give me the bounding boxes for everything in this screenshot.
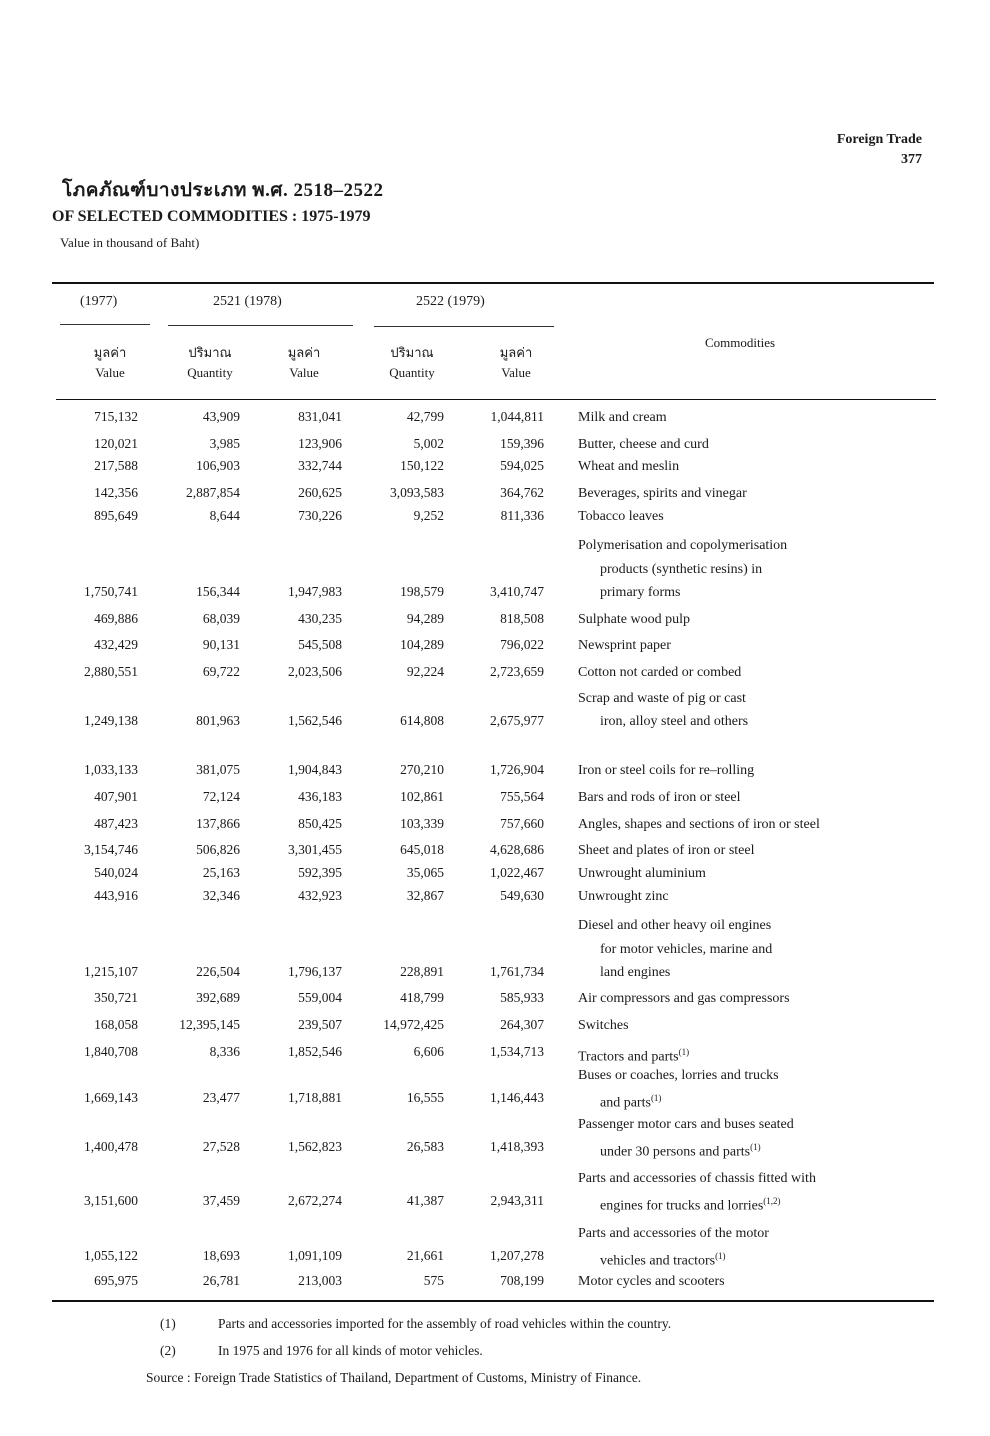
cell-quantity-1979: 104,289	[400, 637, 444, 652]
cell-value-1979: 549,630	[500, 888, 544, 903]
commodity-line: Parts and accessories of the motor	[578, 1225, 769, 1241]
cell-quantity-1979: 103,339	[400, 816, 444, 831]
cell-value-1979: 708,199	[500, 1273, 544, 1288]
commodity-description	[578, 786, 741, 810]
commodity-line: and parts$^{(1)}$	[600, 1093, 662, 1111]
cell-value-1978: 2,023,506	[288, 664, 342, 679]
commodity-line: Sulphate wood pulp	[578, 612, 690, 627]
cell-value-1978: 3,301,455	[288, 842, 342, 857]
header-bottom-rule	[56, 399, 936, 400]
year-1978-header: 2521 (1978)	[213, 294, 282, 309]
commodity-line: vehicles and tractors$^{(1)}$	[600, 1251, 726, 1269]
cell-quantity-1979: 9,252	[413, 508, 444, 523]
cell-value-1978: 260,625	[298, 485, 342, 500]
cell-quantity-1979: 92,224	[406, 664, 444, 679]
cell-quantity-1978: 18,693	[202, 1248, 240, 1263]
cell-value-1979: 2,723,659	[490, 664, 544, 679]
cell-quantity-1979: 6,606	[413, 1044, 444, 1059]
cell-quantity-1978: 156,344	[196, 584, 240, 599]
year-1977-rule	[60, 324, 150, 325]
cell-value-1979: 1,044,811	[490, 409, 544, 424]
cell-value-1979: 811,336	[500, 508, 544, 523]
col-commodities: Commodities	[705, 335, 776, 350]
cell-quantity-1979: 575	[423, 1273, 444, 1288]
cell-quantity-1978: 226,504	[196, 964, 240, 979]
cell-quantity-1979: 35,065	[406, 865, 444, 880]
cell-quantity-1978: 8,336	[209, 1044, 240, 1059]
commodity-line: Milk and cream	[578, 410, 667, 425]
cell-quantity-1978: 68,039	[202, 611, 240, 626]
cell-quantity-1979: 21,661	[406, 1248, 444, 1263]
col-value-1978: มูลค่า Value	[287, 345, 321, 380]
commodity-description	[578, 1167, 816, 1219]
cell-quantity-1979: 645,018	[400, 842, 444, 857]
cell-quantity-1979: 614,808	[400, 713, 444, 728]
cell-value-1977: 1,249,138	[84, 713, 138, 728]
title-english: OF SELECTED COMMODITIES : 1975-1979	[52, 208, 371, 225]
commodity-line: Angles, shapes and sections of iron or steel	[578, 817, 820, 832]
commodity-description	[578, 534, 787, 605]
commodity-line: Iron or steel coils for re–rolling	[578, 763, 755, 778]
cell-quantity-1978: 25,163	[202, 865, 240, 880]
cell-quantity-1978: 137,866	[196, 816, 240, 831]
commodity-line: Cotton not carded or combed	[578, 665, 742, 680]
commodity-line: Bars and rods of iron or steel	[578, 790, 741, 805]
cell-value-1979: 1,146,443	[490, 1090, 544, 1105]
cell-value-1978: 1,091,109	[288, 1248, 342, 1263]
table-bottom-rule	[52, 1300, 934, 1302]
cell-value-1979: 818,508	[500, 611, 544, 626]
commodity-line: Air compressors and gas compressors	[578, 991, 790, 1006]
cell-value-1978: 1,947,983	[288, 584, 342, 599]
cell-quantity-1978: 27,528	[202, 1139, 240, 1154]
cell-quantity-1979: 42,799	[406, 409, 444, 424]
year-1977-header: (1977)	[80, 294, 118, 309]
cell-quantity-1979: 228,891	[400, 964, 444, 979]
commodity-description	[578, 482, 747, 506]
section-title: Foreign Trade	[836, 132, 922, 147]
commodity-description	[578, 885, 669, 909]
cell-quantity-1978: 381,075	[196, 762, 240, 777]
commodity-description	[578, 1270, 725, 1294]
cell-quantity-1979: 14,972,425	[383, 1017, 444, 1032]
cell-value-1979: 1,207,278	[490, 1248, 544, 1263]
cell-value-1977: 487,423	[94, 816, 138, 831]
cell-value-1977: 715,132	[94, 409, 138, 424]
cell-value-1977: 695,975	[94, 1273, 138, 1288]
cell-value-1978: 1,562,823	[288, 1139, 342, 1154]
commodity-line: Newsprint paper	[578, 638, 671, 653]
cell-value-1979: 264,307	[500, 1017, 544, 1032]
cell-value-1978: 831,041	[298, 409, 342, 424]
cell-value-1978: 1,562,546	[288, 713, 342, 728]
commodity-description	[578, 1113, 794, 1165]
cell-quantity-1979: 150,122	[400, 458, 444, 473]
commodity-description	[578, 661, 741, 685]
commodity-line: Passenger motor cars and buses seated	[578, 1116, 794, 1132]
cell-quantity-1978: 23,477	[202, 1090, 240, 1105]
commodity-description	[578, 505, 664, 529]
cell-value-1977: 895,649	[94, 508, 138, 523]
commodity-description	[578, 433, 709, 457]
footnote-2-mark: (2)	[160, 1343, 176, 1358]
cell-value-1977: 120,021	[94, 436, 138, 451]
cell-value-1978: 332,744	[298, 458, 342, 473]
commodity-line: Diesel and other heavy oil engines	[578, 918, 772, 933]
cell-quantity-1979: 418,799	[400, 990, 444, 1005]
commodity-line: Motor cycles and scooters	[578, 1274, 725, 1289]
cell-quantity-1978: 43,909	[202, 409, 240, 424]
commodity-description	[578, 813, 820, 837]
cell-value-1977: 142,356	[94, 485, 138, 500]
cell-value-1979: 585,933	[500, 990, 544, 1005]
cell-value-1977: 432,429	[94, 637, 138, 652]
cell-value-1977: 1,840,708	[84, 1044, 138, 1059]
commodity-line: Beverages, spirits and vinegar	[578, 486, 747, 501]
cell-value-1978: 1,904,843	[288, 762, 342, 777]
cell-value-1977: 217,588	[94, 458, 138, 473]
commodity-description	[578, 455, 679, 479]
source-note: Source : Foreign Trade Statistics of Thailand, Department of Customs, Ministry of Finance.	[146, 1370, 642, 1385]
commodity-line: Butter, cheese and curd	[578, 437, 709, 452]
cell-value-1978: 436,183	[298, 789, 342, 804]
cell-value-1978: 430,235	[298, 611, 342, 626]
cell-quantity-1979: 41,387	[406, 1193, 444, 1208]
cell-value-1979: 364,762	[500, 485, 544, 500]
cell-value-1977: 1,750,741	[84, 584, 138, 599]
cell-value-1977: 1,033,133	[84, 762, 138, 777]
cell-value-1978: 213,003	[298, 1273, 342, 1288]
commodity-line: products (synthetic resins) in	[600, 561, 763, 577]
year-1979-header: 2522 (1979)	[416, 294, 485, 309]
page-number: 377	[901, 152, 922, 167]
cell-value-1977: 443,916	[94, 888, 138, 903]
commodity-line: Sheet and plates of iron or steel	[578, 843, 755, 858]
cell-value-1977: 1,669,143	[84, 1090, 138, 1105]
cell-quantity-1978: 8,644	[209, 508, 240, 523]
cell-value-1978: 239,507	[298, 1017, 342, 1032]
cell-value-1977: 407,901	[94, 789, 138, 804]
cell-quantity-1978: 2,887,854	[186, 485, 240, 500]
commodity-line: primary forms	[600, 585, 681, 600]
cell-quantity-1978: 106,903	[196, 458, 240, 473]
cell-value-1977: 469,886	[94, 611, 138, 626]
commodity-line: Wheat and meslin	[578, 459, 680, 474]
cell-value-1978: 592,395	[298, 865, 342, 880]
cell-quantity-1978: 37,459	[202, 1193, 240, 1208]
commodity-description	[578, 839, 755, 863]
commodity-line: Scrap and waste of pig or cast	[578, 690, 746, 706]
commodity-line: Polymerisation and copolymerisation	[578, 538, 788, 553]
commodity-line: Tobacco leaves	[578, 509, 664, 524]
cell-quantity-1978: 69,722	[202, 664, 240, 679]
cell-quantity-1979: 32,867	[406, 888, 444, 903]
year-1978-rule	[168, 325, 353, 326]
commodity-line: Parts and accessories of chassis fitted with	[578, 1170, 816, 1186]
cell-quantity-1978: 392,689	[196, 990, 240, 1005]
commodity-description	[578, 1064, 779, 1116]
year-1979-rule	[374, 326, 554, 327]
cell-quantity-1978: 12,395,145	[179, 1017, 240, 1032]
commodity-description	[578, 1222, 769, 1274]
commodity-description	[578, 687, 748, 734]
cell-value-1977: 350,721	[94, 990, 138, 1005]
commodity-description	[578, 914, 772, 985]
cell-value-1977: 2,880,551	[84, 664, 138, 679]
commodity-description	[578, 862, 706, 886]
commodity-description	[578, 987, 790, 1011]
cell-value-1978: 1,718,881	[288, 1090, 342, 1105]
cell-quantity-1978: 90,131	[202, 637, 240, 652]
cell-value-1977: 540,024	[94, 865, 138, 880]
col-value-1977: มูลค่า Value	[93, 345, 127, 380]
cell-quantity-1978: 801,963	[196, 713, 240, 728]
commodity-description	[578, 406, 667, 430]
commodity-line: Unwrought zinc	[578, 889, 669, 904]
cell-quantity-1979: 3,093,583	[390, 485, 444, 500]
unit-note: Value in thousand of Baht)	[60, 235, 200, 250]
cell-value-1979: 757,660	[500, 816, 544, 831]
commodity-line: iron, alloy steel and others	[600, 714, 749, 729]
cell-quantity-1979: 5,002	[413, 436, 444, 451]
cell-value-1977: 3,151,600	[84, 1193, 138, 1208]
table-top-rule	[52, 282, 934, 284]
cell-value-1978: 123,906	[298, 436, 342, 451]
cell-quantity-1978: 3,985	[209, 436, 240, 451]
footnote-2-text: In 1975 and 1976 for all kinds of motor vehicles.	[218, 1343, 483, 1358]
commodity-line: Unwrought aluminium	[578, 866, 706, 881]
cell-value-1977: 1,400,478	[84, 1139, 138, 1154]
cell-value-1979: 4,628,686	[490, 842, 544, 857]
footnote-1-mark: (1)	[160, 1316, 176, 1331]
cell-quantity-1979: 94,289	[406, 611, 444, 626]
cell-quantity-1978: 506,826	[196, 842, 240, 857]
cell-quantity-1978: 26,781	[202, 1273, 240, 1288]
cell-value-1977: 1,055,122	[84, 1248, 138, 1263]
cell-value-1979: 2,943,311	[490, 1193, 544, 1208]
cell-value-1979: 1,022,467	[490, 865, 544, 880]
cell-value-1977: 1,215,107	[84, 964, 138, 979]
cell-quantity-1979: 270,210	[400, 762, 444, 777]
cell-value-1978: 1,852,546	[288, 1044, 342, 1059]
cell-value-1978: 850,425	[298, 816, 342, 831]
cell-quantity-1979: 198,579	[400, 584, 444, 599]
col-quantity-1978: ปริมาณ Quantity	[187, 345, 233, 380]
commodity-line: engines for trucks and lorries$^{(1,2)}$	[600, 1196, 781, 1214]
col-value-1979: มูลค่า Value	[499, 345, 533, 380]
cell-value-1979: 594,025	[500, 458, 544, 473]
cell-quantity-1978: 72,124	[202, 789, 240, 804]
footnote-1-text: Parts and accessories imported for the assembly of road vehicles within the country.	[218, 1316, 672, 1331]
cell-value-1977: 3,154,746	[84, 842, 138, 857]
commodity-description	[578, 1014, 629, 1038]
cell-value-1977: 168,058	[94, 1017, 138, 1032]
commodity-line: for motor vehicles, marine and	[600, 941, 773, 957]
commodity-line: Switches	[578, 1018, 629, 1033]
cell-value-1978: 559,004	[298, 990, 342, 1005]
cell-value-1979: 1,761,734	[490, 964, 544, 979]
cell-value-1979: 159,396	[500, 436, 544, 451]
cell-value-1978: 2,672,274	[288, 1193, 342, 1208]
cell-value-1979: 796,022	[500, 637, 544, 652]
cell-quantity-1978: 32,346	[202, 888, 240, 903]
cell-value-1979: 1,534,713	[490, 1044, 544, 1059]
cell-quantity-1979: 16,555	[406, 1090, 444, 1105]
cell-value-1979: 1,726,904	[490, 762, 544, 777]
cell-value-1979: 3,410,747	[490, 584, 544, 599]
col-quantity-1979: ปริมาณ Quantity	[389, 345, 435, 380]
cell-quantity-1979: 102,861	[400, 789, 444, 804]
commodity-line: under 30 persons and parts$^{(1)}$	[600, 1142, 761, 1160]
cell-value-1978: 730,226	[298, 508, 342, 523]
commodity-description	[578, 634, 671, 658]
commodity-line: Tractors and parts$^{(1)}$	[578, 1047, 690, 1065]
cell-value-1979: 2,675,977	[490, 713, 544, 728]
cell-value-1978: 545,508	[298, 637, 342, 652]
commodity-description	[578, 608, 690, 632]
title-thai: โภคภัณฑ์บางประเภท พ.ศ. 2518–2522	[62, 180, 384, 201]
cell-value-1979: 1,418,393	[490, 1139, 544, 1154]
cell-quantity-1979: 26,583	[406, 1139, 444, 1154]
cell-value-1978: 1,796,137	[288, 964, 342, 979]
commodity-description	[578, 759, 754, 783]
commodity-line: land engines	[600, 965, 671, 980]
cell-value-1979: 755,564	[500, 789, 544, 804]
cell-value-1978: 432,923	[298, 888, 342, 903]
commodity-line: Buses or coaches, lorries and trucks	[578, 1067, 779, 1083]
